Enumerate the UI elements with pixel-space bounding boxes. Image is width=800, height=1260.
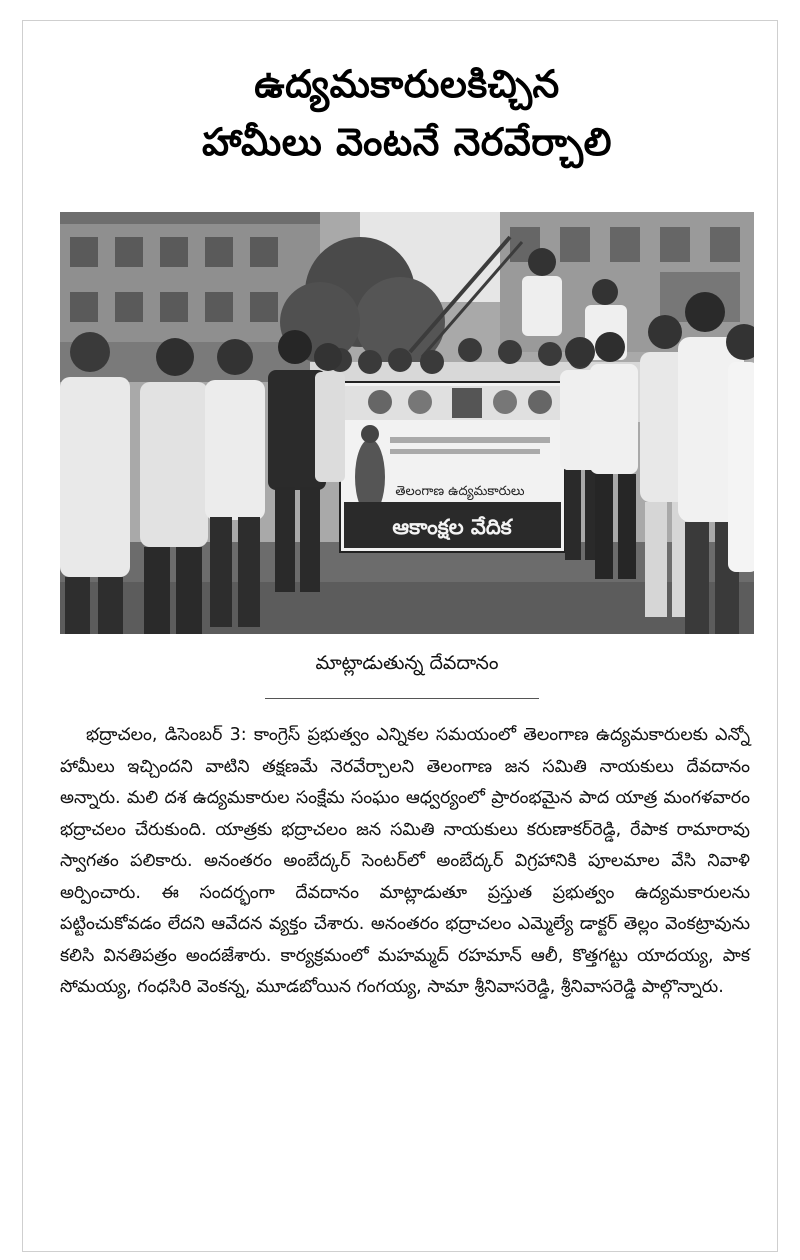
- headline-line-2: హామీలు వెంటనే నెరవేర్చాలి: [202, 120, 612, 164]
- banner-text-line-1: తెలంగాణ ఉద్యమకారులు: [395, 484, 525, 499]
- article-frame: [22, 20, 778, 1252]
- article-body: [60, 720, 750, 1004]
- banner: [340, 382, 565, 552]
- headline-line-1: ఉద్యమకారులకిచ్చిన: [254, 62, 560, 106]
- article-paragraph: భద్రాచలం, డిసెంబర్ 3: కాంగ్రెస్ ప్రభుత్వం ఎన్నికల సమయంలో తెలంగాణ ఉద్యమకారులకు ఎన్నో హామీలు ఇచ్చిందని వాటిని తక్షణమే నెరవేర్చాలని తెలంగాణ జన సమితి నాయకులు దేవదానం అన్నారు. మలి దశ ఉద్యమకారుల సంక్షేమ సంఘం ఆధ్వర్యంలో ప్రారంభమైన పాద యాత్ర మంగళవారం భద్రాచలం చేరుకుంది. యాత్రకు భద్రాచలం జన సమితి నాయకులు కరుణాకర్‌రెడ్డి, రేపాక రామారావు స్వాగతం పలికారు. అనంతరం అంబేద్కర్ సెంటర్‌లో అంబేద్కర్ విగ్రహానికి పూలమాల వేసి నివాళి అర్పించారు. ఈ సందర్భంగా దేవదానం మాట్లాడుతూ ప్రస్తుత ప్రభుత్వం ఉద్యమకారులను పట్టించుకోవడం లేదని ఆవేదన వ్యక్తం చేశారు. అనంతరం భద్రాచలం ఎమ్మెల్యే డాక్టర్ తెల్లం వెంకట్రావును కలిసి వినతిపత్రం అందజేశారు. కార్యక్రమంలో మహమ్మద్ రహమాన్ ఆలీ, కొత్తగట్టు యాదయ్య, పాక సోమయ్య, గంధసిరి వెంకన్న, మూడబోయిన గంగయ్య, సామా శ్రీనివాసరెడ్డి, శ్రీనివాసరెడ్డి పాల్గొన్నారు.: [60, 725, 750, 997]
- news-photo: [60, 212, 754, 634]
- banner-text-line-2: ఆకాంక్షల వేదిక: [392, 515, 512, 539]
- headline: [60, 55, 754, 171]
- photo-caption: మాట్లాడుతున్న దేవదానం: [315, 652, 499, 674]
- caption-divider: [265, 698, 539, 699]
